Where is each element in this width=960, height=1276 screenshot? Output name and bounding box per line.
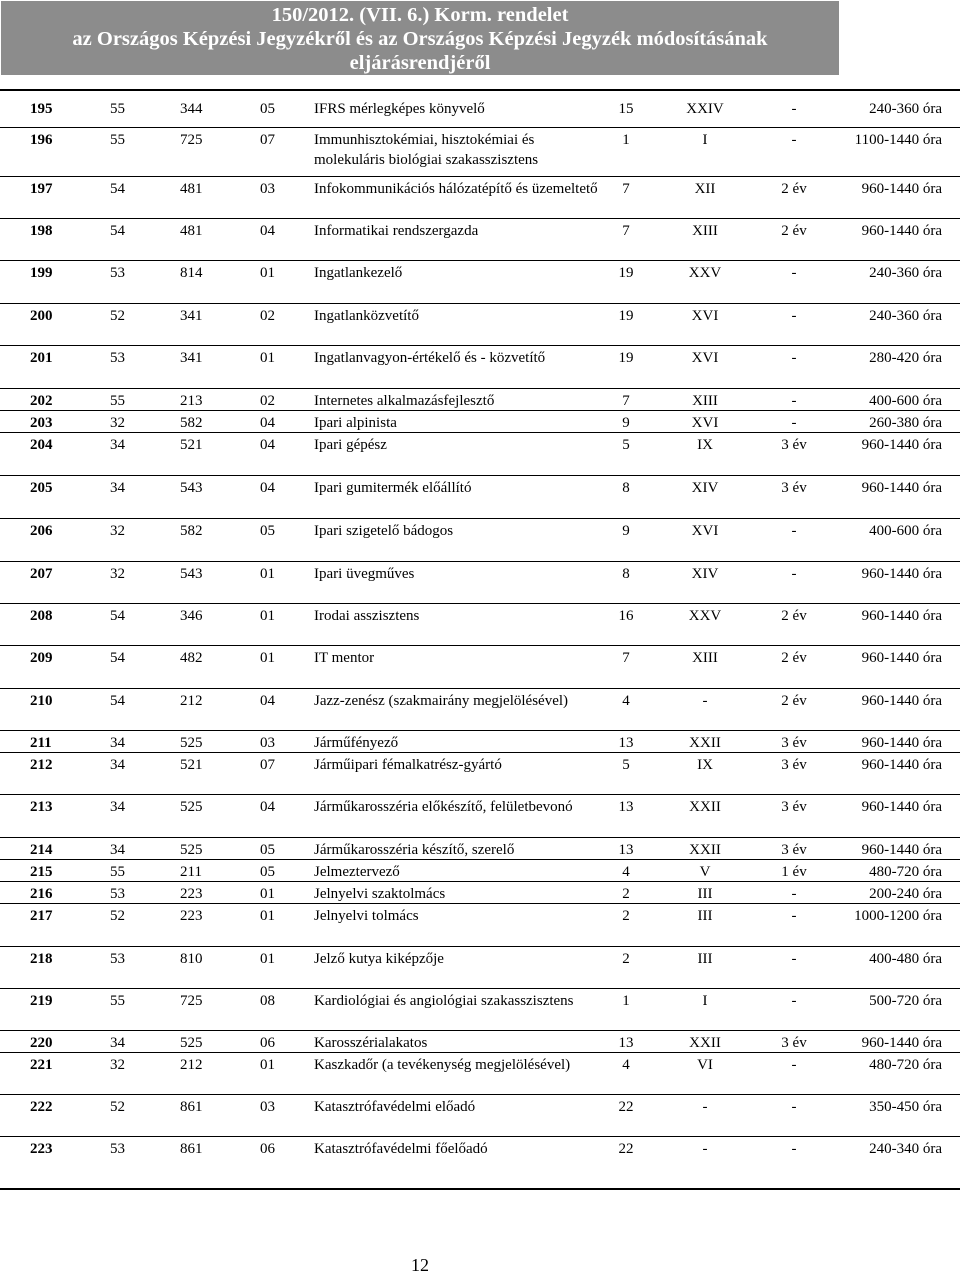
cell-c: 05 <box>260 842 275 858</box>
cell-b: 525 <box>180 842 203 858</box>
cell-name: Jelnyelvi tolmács <box>314 908 419 924</box>
cell-level: 9 <box>622 415 630 431</box>
cell-group: - <box>702 1141 708 1157</box>
cell-name: Járműfényező <box>314 735 399 751</box>
cell-c: 01 <box>260 650 275 666</box>
cell-b: 582 <box>180 523 203 539</box>
cell-group: XVI <box>691 308 719 324</box>
cell-no: 216 <box>30 886 53 902</box>
cell-hours: 960-1440 óra <box>861 566 942 582</box>
cell-a: 54 <box>110 181 125 197</box>
cell-hours: 960-1440 óra <box>861 799 942 815</box>
cell-hours: 240-360 óra <box>869 308 942 324</box>
table-row <box>0 603 960 645</box>
cell-group: XXV <box>688 265 722 281</box>
cell-name: Irodai asszisztens <box>314 608 420 624</box>
cell-no: 199 <box>30 265 53 281</box>
cell-group: XVI <box>691 523 719 539</box>
table-row <box>0 903 960 946</box>
cell-name: Katasztrófavédelmi előadó <box>314 1099 476 1115</box>
cell-c: 04 <box>260 693 275 709</box>
cell-level: 13 <box>618 1035 634 1051</box>
cell-group: XIII <box>692 393 718 409</box>
cell-no: 198 <box>30 223 53 239</box>
cell-c: 01 <box>260 566 275 582</box>
cell-group: IX <box>697 437 713 453</box>
cell-a: 55 <box>110 864 125 880</box>
cell-a: 32 <box>110 523 125 539</box>
table-row <box>0 345 960 388</box>
cell-duration: - <box>791 265 797 281</box>
cell-duration: 3 év <box>781 437 807 453</box>
cell-name: Jelző kutya kiképzője <box>314 951 444 967</box>
table-row <box>0 645 960 688</box>
cell-hours: 1000-1200 óra <box>854 908 942 924</box>
cell-level: 22 <box>618 1099 634 1115</box>
table-bottom-rule <box>0 1188 960 1190</box>
cell-name: Ipari gépész <box>314 437 387 453</box>
cell-b: 525 <box>180 799 203 815</box>
cell-a: 55 <box>110 132 125 148</box>
cell-c: 07 <box>260 757 275 773</box>
cell-group: XIII <box>692 223 718 239</box>
cell-level: 7 <box>622 650 630 666</box>
cell-no: 196 <box>30 132 53 148</box>
cell-c: 01 <box>260 886 275 902</box>
cell-level: 22 <box>618 1141 634 1157</box>
cell-duration: 3 év <box>781 735 807 751</box>
cell-a: 53 <box>110 951 125 967</box>
cell-c: 01 <box>260 350 275 366</box>
cell-duration: - <box>791 415 797 431</box>
cell-group: XIII <box>692 650 718 666</box>
cell-duration: 3 év <box>781 799 807 815</box>
table-row <box>0 1030 960 1052</box>
cell-name: Ingatlankezelő <box>314 265 403 281</box>
cell-c: 01 <box>260 608 275 624</box>
cell-duration: - <box>791 101 797 117</box>
cell-group: XIV <box>691 480 719 496</box>
cell-b: 481 <box>180 223 203 239</box>
cell-hours: 960-1440 óra <box>861 757 942 773</box>
table-row <box>0 127 960 176</box>
cell-duration: - <box>791 886 797 902</box>
cell-no: 207 <box>30 566 53 582</box>
cell-a: 54 <box>110 650 125 666</box>
cell-a: 53 <box>110 886 125 902</box>
cell-group: XIV <box>691 566 719 582</box>
cell-duration: - <box>791 566 797 582</box>
cell-hours: 500-720 óra <box>869 993 942 1009</box>
cell-level: 2 <box>622 886 630 902</box>
cell-a: 54 <box>110 693 125 709</box>
table-row <box>0 176 960 218</box>
table-row <box>0 218 960 260</box>
document-header <box>1 1 839 75</box>
cell-duration: - <box>791 908 797 924</box>
cell-no: 202 <box>30 393 53 409</box>
cell-c: 06 <box>260 1035 275 1051</box>
cell-a: 34 <box>110 480 125 496</box>
cell-b: 525 <box>180 1035 203 1051</box>
cell-b: 582 <box>180 415 203 431</box>
cell-level: 5 <box>622 757 630 773</box>
cell-group: - <box>702 1099 708 1115</box>
cell-c: 03 <box>260 181 275 197</box>
cell-a: 34 <box>110 757 125 773</box>
cell-group: XVI <box>691 415 719 431</box>
cell-level: 15 <box>618 101 634 117</box>
cell-no: 220 <box>30 1035 53 1051</box>
cell-c: 04 <box>260 799 275 815</box>
cell-no: 215 <box>30 864 53 880</box>
cell-hours: 350-450 óra <box>869 1099 942 1115</box>
cell-c: 05 <box>260 523 275 539</box>
cell-hours: 200-240 óra <box>869 886 942 902</box>
cell-duration: 2 év <box>781 650 807 666</box>
cell-b: 213 <box>180 393 203 409</box>
cell-level: 16 <box>618 608 634 624</box>
cell-level: 7 <box>622 181 630 197</box>
cell-name: Ipari alpinista <box>314 415 397 431</box>
cell-level: 19 <box>618 308 634 324</box>
cell-duration: - <box>791 951 797 967</box>
table-row <box>0 475 960 518</box>
cell-duration: - <box>791 523 797 539</box>
cell-a: 55 <box>110 393 125 409</box>
table-row <box>0 946 960 988</box>
table-row <box>0 730 960 752</box>
cell-group: I <box>702 993 708 1009</box>
cell-c: 01 <box>260 951 275 967</box>
cell-no: 218 <box>30 951 53 967</box>
cell-duration: 3 év <box>781 1035 807 1051</box>
cell-b: 521 <box>180 437 203 453</box>
table-row <box>0 1094 960 1136</box>
cell-no: 219 <box>30 993 53 1009</box>
cell-a: 52 <box>110 308 125 324</box>
cell-c: 04 <box>260 415 275 431</box>
cell-duration: 2 év <box>781 693 807 709</box>
cell-level: 19 <box>618 350 634 366</box>
table-row <box>0 1136 960 1179</box>
cell-no: 201 <box>30 350 53 366</box>
cell-c: 05 <box>260 101 275 117</box>
table-row <box>0 859 960 881</box>
cell-c: 02 <box>260 393 275 409</box>
cell-a: 54 <box>110 608 125 624</box>
cell-name: Jelmeztervező <box>314 864 400 880</box>
cell-a: 53 <box>110 350 125 366</box>
cell-name: Infokommunikációs hálózatépítő és üzemeltető <box>314 181 598 197</box>
cell-hours: 960-1440 óra <box>861 1035 942 1051</box>
cell-b: 521 <box>180 757 203 773</box>
cell-b: 211 <box>180 864 202 880</box>
cell-no: 200 <box>30 308 53 324</box>
cell-hours: 960-1440 óra <box>861 735 942 751</box>
cell-no: 203 <box>30 415 53 431</box>
table-row <box>0 837 960 859</box>
cell-name: Járműkarosszéria előkészítő, felületbevonó <box>314 799 573 815</box>
table-row <box>0 752 960 794</box>
cell-name: Karosszérialakatos <box>314 1035 428 1051</box>
cell-no: 211 <box>30 735 52 751</box>
cell-a: 34 <box>110 437 125 453</box>
cell-group: XXII <box>689 842 721 858</box>
cell-name: Ipari gumitermék előállító <box>314 480 472 496</box>
cell-a: 52 <box>110 908 125 924</box>
cell-hours: 960-1440 óra <box>861 480 942 496</box>
cell-b: 725 <box>180 132 203 148</box>
cell-group: III <box>697 908 713 924</box>
cell-level: 8 <box>622 566 630 582</box>
cell-c: 04 <box>260 480 275 496</box>
cell-b: 525 <box>180 735 203 751</box>
cell-group: I <box>702 132 708 148</box>
cell-hours: 240-360 óra <box>869 101 942 117</box>
cell-a: 53 <box>110 265 125 281</box>
cell-name: Jazz-zenész (szakmairány megjelölésével) <box>314 693 569 709</box>
cell-group: XXIV <box>686 101 724 117</box>
cell-duration: 2 év <box>781 608 807 624</box>
cell-duration: - <box>791 1141 797 1157</box>
cell-duration: 3 év <box>781 842 807 858</box>
cell-no: 197 <box>30 181 53 197</box>
cell-a: 34 <box>110 842 125 858</box>
table-row <box>0 432 960 475</box>
cell-a: 52 <box>110 1099 125 1115</box>
cell-b: 482 <box>180 650 203 666</box>
cell-name: Járműkarosszéria készítő, szerelő <box>314 842 515 858</box>
cell-c: 03 <box>260 1099 275 1115</box>
cell-level: 4 <box>622 1057 630 1073</box>
cell-level: 8 <box>622 480 630 496</box>
table-row <box>0 410 960 432</box>
cell-group: XXII <box>689 735 721 751</box>
cell-level: 4 <box>622 693 630 709</box>
table-row <box>0 881 960 903</box>
cell-level: 1 <box>622 993 630 1009</box>
cell-c: 08 <box>260 993 275 1009</box>
cell-hours: 960-1440 óra <box>861 842 942 858</box>
cell-level: 2 <box>622 908 630 924</box>
header-line-1: 150/2012. (VII. 6.) Korm. rendelet <box>271 4 569 26</box>
cell-hours: 240-360 óra <box>869 265 942 281</box>
cell-b: 346 <box>180 608 203 624</box>
cell-c: 01 <box>260 1057 275 1073</box>
cell-a: 34 <box>110 1035 125 1051</box>
cell-level: 7 <box>622 223 630 239</box>
table-row <box>0 260 960 303</box>
cell-group: IX <box>697 757 713 773</box>
qualifications-table <box>0 91 960 1179</box>
cell-group: VI <box>697 1057 713 1073</box>
cell-hours: 240-340 óra <box>869 1141 942 1157</box>
cell-name: Járműipari fémalkatrész-gyártó <box>314 757 502 773</box>
cell-hours: 960-1440 óra <box>861 608 942 624</box>
cell-no: 206 <box>30 523 53 539</box>
cell-a: 34 <box>110 735 125 751</box>
cell-b: 861 <box>180 1099 203 1115</box>
cell-a: 32 <box>110 566 125 582</box>
cell-c: 05 <box>260 864 275 880</box>
cell-duration: 2 év <box>781 181 807 197</box>
cell-hours: 960-1440 óra <box>861 223 942 239</box>
cell-level: 13 <box>618 842 634 858</box>
cell-b: 344 <box>180 101 203 117</box>
table-row <box>0 561 960 603</box>
cell-no: 212 <box>30 757 53 773</box>
header-line-3: eljárásrendjéről <box>349 52 491 74</box>
table-row <box>0 91 960 127</box>
table-row <box>0 794 960 837</box>
cell-b: 543 <box>180 566 203 582</box>
cell-duration: 2 év <box>781 223 807 239</box>
cell-duration: - <box>791 393 797 409</box>
cell-a: 54 <box>110 223 125 239</box>
cell-group: XXII <box>689 1035 721 1051</box>
cell-hours: 960-1440 óra <box>861 650 942 666</box>
table-row <box>0 988 960 1030</box>
cell-a: 34 <box>110 799 125 815</box>
cell-c: 07 <box>260 132 275 148</box>
cell-c: 03 <box>260 735 275 751</box>
cell-no: 223 <box>30 1141 53 1157</box>
cell-b: 481 <box>180 181 203 197</box>
cell-duration: - <box>791 1057 797 1073</box>
cell-group: XVI <box>691 350 719 366</box>
cell-no: 204 <box>30 437 53 453</box>
cell-hours: 480-720 óra <box>869 1057 942 1073</box>
cell-b: 341 <box>180 308 203 324</box>
cell-hours: 960-1440 óra <box>861 693 942 709</box>
cell-name: Ingatlanvagyon-értékelő és - közvetítő <box>314 350 546 366</box>
cell-name: Kaszkadőr (a tevékenység megjelölésével) <box>314 1057 571 1073</box>
cell-no: 208 <box>30 608 53 624</box>
cell-duration: - <box>791 132 797 148</box>
cell-hours: 260-380 óra <box>869 415 942 431</box>
cell-name: Jelnyelvi szaktolmács <box>314 886 446 902</box>
cell-level: 5 <box>622 437 630 453</box>
cell-hours: 280-420 óra <box>869 350 942 366</box>
cell-duration: - <box>791 993 797 1009</box>
cell-hours: 1100-1440 óra <box>854 132 942 148</box>
cell-level: 7 <box>622 393 630 409</box>
cell-level: 9 <box>622 523 630 539</box>
cell-name: Ipari üvegműves <box>314 566 415 582</box>
cell-b: 212 <box>180 693 203 709</box>
cell-hours: 960-1440 óra <box>861 181 942 197</box>
cell-c: 04 <box>260 223 275 239</box>
cell-name: Katasztrófavédelmi főelőadó <box>314 1141 488 1157</box>
cell-c: 02 <box>260 308 275 324</box>
cell-group: - <box>702 693 708 709</box>
cell-duration: - <box>791 308 797 324</box>
cell-duration: - <box>791 1099 797 1115</box>
cell-duration: 3 év <box>781 480 807 496</box>
cell-name: Kardiológiai és angiológiai szakasszisztens <box>314 993 574 1009</box>
cell-level: 2 <box>622 951 630 967</box>
cell-group: III <box>697 951 713 967</box>
cell-no: 221 <box>30 1057 53 1073</box>
cell-duration: 3 év <box>781 757 807 773</box>
cell-group: XXV <box>688 608 722 624</box>
cell-hours: 400-480 óra <box>869 951 942 967</box>
cell-no: 213 <box>30 799 53 815</box>
cell-name: Internetes alkalmazásfejlesztő <box>314 393 495 409</box>
cell-b: 341 <box>180 350 203 366</box>
cell-name: IFRS mérlegképes könyvelő <box>314 101 485 117</box>
cell-c: 01 <box>260 265 275 281</box>
cell-hours: 400-600 óra <box>869 393 942 409</box>
cell-a: 55 <box>110 101 125 117</box>
table-row <box>0 303 960 345</box>
cell-b: 543 <box>180 480 203 496</box>
cell-a: 53 <box>110 1141 125 1157</box>
cell-level: 13 <box>618 799 634 815</box>
cell-hours: 960-1440 óra <box>861 437 942 453</box>
cell-level: 4 <box>622 864 630 880</box>
table-row <box>0 518 960 561</box>
cell-group: V <box>699 864 711 880</box>
cell-no: 214 <box>30 842 53 858</box>
cell-hours: 480-720 óra <box>869 864 942 880</box>
cell-c: 06 <box>260 1141 275 1157</box>
cell-b: 810 <box>180 951 203 967</box>
cell-c: 01 <box>260 908 275 924</box>
cell-group: III <box>697 886 713 902</box>
cell-no: 205 <box>30 480 53 496</box>
header-line-2: az Országos Képzési Jegyzékről és az Országos Képzési Jegyzék módosításának <box>72 28 768 50</box>
cell-c: 04 <box>260 437 275 453</box>
cell-name: Ingatlanközvetítő <box>314 308 419 324</box>
cell-name: IT mentor <box>314 650 375 666</box>
cell-name: Ipari szigetelő bádogos <box>314 523 454 539</box>
cell-group: XII <box>694 181 716 197</box>
cell-a: 32 <box>110 415 125 431</box>
cell-no: 222 <box>30 1099 53 1115</box>
cell-no: 209 <box>30 650 53 666</box>
cell-level: 1 <box>622 132 630 148</box>
cell-name: Informatikai rendszergazda <box>314 223 479 239</box>
cell-duration: - <box>791 350 797 366</box>
cell-no: 210 <box>30 693 53 709</box>
cell-a: 55 <box>110 993 125 1009</box>
cell-b: 861 <box>180 1141 203 1157</box>
table-row <box>0 688 960 730</box>
table-row <box>0 388 960 410</box>
cell-level: 19 <box>618 265 634 281</box>
cell-b: 223 <box>180 908 203 924</box>
cell-no: 195 <box>30 101 53 117</box>
cell-a: 32 <box>110 1057 125 1073</box>
cell-b: 814 <box>180 265 203 281</box>
cell-hours: 400-600 óra <box>869 523 942 539</box>
cell-b: 212 <box>180 1057 203 1073</box>
cell-name: Immunhisztokémiai, hisztokémiai és molekuláris biológiai szakasszisztens <box>314 132 539 168</box>
cell-duration: 1 év <box>781 864 807 880</box>
cell-level: 13 <box>618 735 634 751</box>
cell-no: 217 <box>30 908 53 924</box>
table-row <box>0 1052 960 1094</box>
cell-group: XXII <box>689 799 721 815</box>
cell-b: 725 <box>180 993 203 1009</box>
page-number: 12 <box>411 1255 429 1275</box>
cell-b: 223 <box>180 886 203 902</box>
